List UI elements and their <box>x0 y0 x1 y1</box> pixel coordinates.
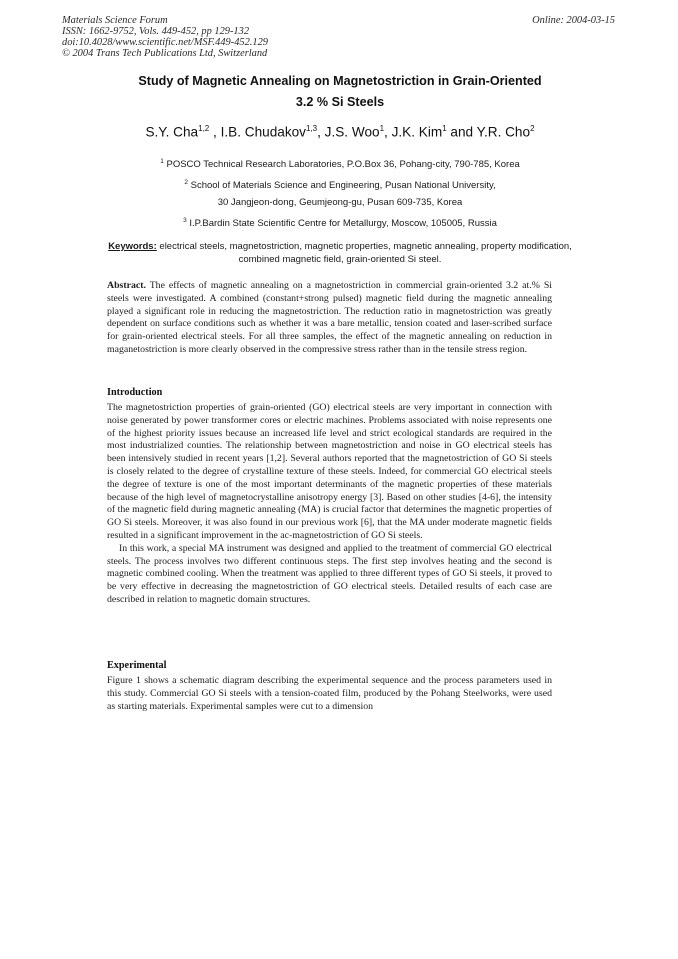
title-line-2: 3.2 % Si Steels <box>295 95 385 109</box>
paragraph: Figure 1 shows a schematic diagram describing the experimental sequence and the process parameters used in this study. Commercial GO Si steels with a tension-coated film, produced by the Pohang Steelworks, were used as starting materials. Experimental samples were cut to a dimension <box>107 675 552 712</box>
affiliation-2 <box>60 174 620 195</box>
paper-title <box>60 71 620 113</box>
experimental-body <box>107 675 552 713</box>
affil-number: 3 <box>183 216 187 224</box>
introduction-body <box>107 402 552 607</box>
author-name: Y.R. Cho <box>476 124 531 140</box>
affil-text: POSCO Technical Research Laboratories, P.O.Box 36, Pohang-city, 790-785, Korea <box>163 159 520 171</box>
abstract-label: Abstract. <box>107 280 146 291</box>
author-affil-mark: 1 <box>442 124 447 133</box>
affiliations <box>60 153 620 232</box>
journal-doi[interactable]: doi:10.4028/www.scientific.net/MSF.449-452.129 <box>62 37 268 48</box>
author-affil-mark: 2 <box>530 124 535 133</box>
affil-number: 1 <box>160 158 164 165</box>
author-name: J.K. Kim <box>391 124 443 140</box>
affiliation-1 <box>60 153 620 174</box>
author-name: S.Y. Cha <box>145 124 199 140</box>
online-date: Online: 2004-03-15 <box>532 15 615 26</box>
author-separator: , <box>209 124 221 140</box>
abstract <box>107 280 552 357</box>
affiliation-2-cont: 30 Jangjeon-dong, Geumjeong-gu, Pusan 609-735, Korea <box>217 197 463 209</box>
affil-text: School of Materials Science and Engineering, Pusan National University, <box>187 179 496 191</box>
journal-issn: ISSN: 1662-9752, Vols. 449-452, pp 129-132 <box>62 26 250 37</box>
author-affil-mark: 1,2 <box>198 124 210 133</box>
author-list <box>60 124 620 140</box>
affil-text: I.P.Bardin State Scientific Centre for Metallurgy, Moscow, 105005, Russia <box>186 217 497 229</box>
author-separator: , <box>317 124 325 140</box>
abstract-text: The effects of magnetic annealing on a magnetostriction in commercial grain-oriented 3.2 at.% Si steels were investigated. A combined (constant+strong pulsed) magnetic field during the magnetic annealing played a significant role in reducing the magnetostriction. The reduction ratio in magnetostriction was greatly dependent on surface conditions such as whether it was a bare metallic, tension coated and laser-scribed surface for grain-oriented electrical steels. For all three samples, the effect of the magnetic annealing on reduction in maganetostriction is more clearly observed in the compressive stress rather than in the tensile stress region. <box>107 280 552 355</box>
author-separator: , <box>384 124 392 140</box>
section-heading-introduction: Introduction <box>107 387 163 398</box>
journal-header <box>62 15 268 59</box>
keywords <box>100 240 580 266</box>
keywords-label: Keywords: <box>108 241 157 252</box>
journal-name: Materials Science Forum <box>62 15 168 26</box>
paragraph: In this work, a special MA instrument was designed and applied to the treatment of commercial GO electrical steels. The process involves two different continuous steps. The first step involves heating and the second is magnetic combined cooling. When the treatment was applied to three different types of GO Si steels, it proved to be very effective in decreasing the magnetostriction of GO electrical steels. Detailed results of each case are described in relation to magnetic domain structures. <box>107 542 552 605</box>
affiliation-3 <box>60 212 620 233</box>
title-line-1: Study of Magnetic Annealing on Magnetostriction in Grain-Oriented <box>138 74 542 88</box>
section-heading-experimental: Experimental <box>107 660 167 671</box>
author-name: J.S. Woo <box>324 124 380 140</box>
author-affil-mark: 1,3 <box>305 124 318 133</box>
affil-number: 2 <box>184 178 188 186</box>
author-name: I.B. Chudakov <box>220 124 306 140</box>
author-affil-mark: 1 <box>379 124 385 133</box>
journal-copyright: © 2004 Trans Tech Publications Ltd, Switzerland <box>62 48 268 59</box>
keywords-text: electrical steels, magnetostriction, magnetic properties, magnetic annealing, property modification, combined magnetic field, grain-oriented Si steel. <box>156 241 572 265</box>
paragraph: The magnetostriction properties of grain-oriented (GO) electrical steels are very important in connection with noise generated by power transformer cores or electric machines. Problems associated with noise represents one of the highest priority issues because an increased life level and strict ecological standards are required in the most industrialized counties. The relationship between magnetostriction and noise in GO electrical steels has been intensively studied in recent years [1,2]. Several authors reported that the magnetostriction of GO Si steels is closely related to the degree of crystalline texture of these steels. Indeed, for commercial GO electrical steels the degree of texture is one of the most important determinants of the magnetic properties of these materials because of the high level of magnetocrystalline anisotropy energy [3]. Based on other studies [4-6], the intensity of the magnetic field during magnetic annealing (MA) is crucial factor that determines the magnetic properties of GO Si steels. Moreover, it was also found in our previous work [6], that the MA under moderate magnetic fields resulted in a significant improvement in the ac-magnetostriction of GO Si steels. <box>107 402 552 541</box>
author-separator: and <box>446 124 477 140</box>
